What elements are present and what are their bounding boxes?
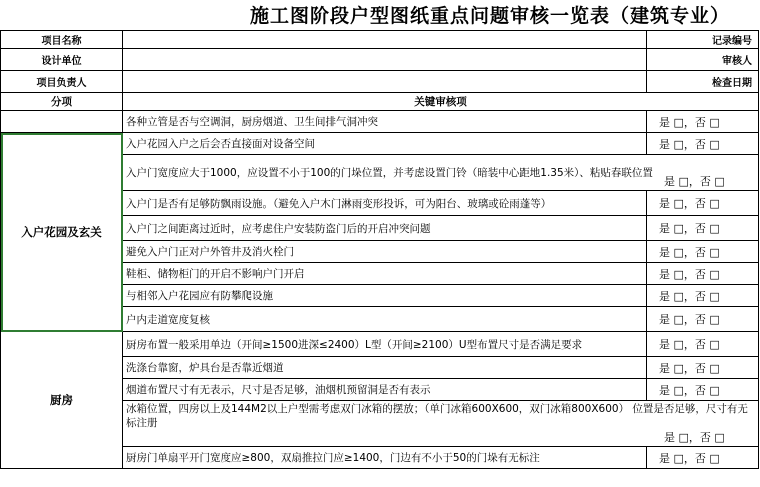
- yes-no-checkbox[interactable]: 是 □，否 □: [647, 357, 759, 379]
- item-text: 烟道布置尺寸有无表示，尺寸是否足够，油烟机预留洞是否有表示: [123, 379, 647, 401]
- item-text: 各种立管是否与空调洞，厨房烟道、卫生间排气洞冲突: [123, 111, 647, 133]
- item-text: 厨房布置一般采用单边（开间≥1500进深≤2400）L型（开间≥2100）U型布置尺寸是否满足要求: [123, 332, 647, 357]
- item-text: 避免入户门正对户外管井及消火栓门: [123, 241, 647, 263]
- item-text-wrapped: [123, 155, 759, 191]
- project-name-value[interactable]: [123, 31, 647, 49]
- section-cell: [1, 111, 123, 133]
- sheet-title-text: 施工图阶段户型图纸重点问题审核一览表（建筑专业）: [249, 5, 730, 27]
- yes-no-checkbox[interactable]: 是 □，否 □: [647, 447, 759, 469]
- yes-no-checkbox[interactable]: 是 □，否 □: [647, 216, 759, 241]
- sheet-title: [0, 0, 760, 32]
- section-label-kitchen: 厨房: [1, 332, 123, 469]
- item-text: 入户门之间距离过近时，应考虑住户安装防盗门后的开启冲突问题: [123, 216, 647, 241]
- design-unit-label: 设计单位: [1, 49, 123, 71]
- item-text: 洗涤台靠窗，炉具台是否靠近烟道: [123, 357, 647, 379]
- item-text: 与相邻入户花园应有防攀爬设施: [123, 285, 647, 307]
- project-lead-label: 项目负责人: [1, 71, 123, 93]
- review-table: [0, 30, 759, 469]
- header-row-project: [1, 31, 759, 49]
- table-row: [1, 111, 759, 133]
- item-text-wrapped: [123, 401, 759, 447]
- yes-no-checkbox[interactable]: 是 □，否 □: [647, 285, 759, 307]
- item-text: 冰箱位置，四房以上及144M2以上户型需考虑双门冰箱的摆放；（单门冰箱600X600，双门冰箱800X600） 位置是否足够，尺寸有无标注册: [126, 403, 748, 429]
- header-row-lead: [1, 71, 759, 93]
- record-no-label: 记录编号: [647, 31, 759, 49]
- table-row: [1, 332, 759, 357]
- col-key-header: 关键审核项: [123, 93, 759, 111]
- column-header-row: [1, 93, 759, 111]
- project-name-label: 项目名称: [1, 31, 123, 49]
- col-item-header: 分项: [1, 93, 123, 111]
- project-lead-value[interactable]: [123, 71, 647, 93]
- yes-no-checkbox[interactable]: 是 □，否 □: [647, 111, 759, 133]
- item-text: 入户门是否有足够防飘雨设施。（避免入户木门淋雨变形投诉，可为阳台、玻璃或砼雨蓬等）: [123, 191, 647, 216]
- header-row-design: [1, 49, 759, 71]
- yes-no-checkbox[interactable]: 是 □，否 □: [647, 191, 759, 216]
- design-unit-value[interactable]: [123, 49, 647, 71]
- item-text: 厨房门单扇平开门宽度应≥800，双扇推拉门应≥1400，门边有不小于50的门垛有无标注: [123, 447, 647, 469]
- section-label-entry-garden[interactable]: 入户花园及玄关: [1, 133, 123, 332]
- table-row: [1, 133, 759, 155]
- yes-no-checkbox[interactable]: 是 □，否 □: [647, 307, 759, 332]
- yes-no-checkbox[interactable]: 是 □，否 □: [647, 263, 759, 285]
- item-text: 入户门宽度应大于1000，应设置不小于100的门垛位置，并考虑设置门铃（暗装中心距地1.35米）、粘贴春联位置: [126, 166, 653, 179]
- yes-no-checkbox[interactable]: 是 □，否 □: [647, 332, 759, 357]
- yes-no-checkbox[interactable]: 是 □，否 □: [664, 431, 725, 444]
- yes-no-checkbox[interactable]: 是 □，否 □: [647, 379, 759, 401]
- yes-no-checkbox[interactable]: 是 □，否 □: [647, 133, 759, 155]
- item-text: 入户花园入户之后会否直接面对设备空间: [123, 133, 647, 155]
- check-date-label: 检查日期: [647, 71, 759, 93]
- reviewer-label: 审核人: [647, 49, 759, 71]
- item-text: 户内走道宽度复核: [123, 307, 647, 332]
- yes-no-checkbox[interactable]: 是 □，否 □: [647, 241, 759, 263]
- item-text: 鞋柜、储物柜门的开启不影响户门开启: [123, 263, 647, 285]
- yes-no-checkbox[interactable]: 是 □，否 □: [664, 175, 725, 188]
